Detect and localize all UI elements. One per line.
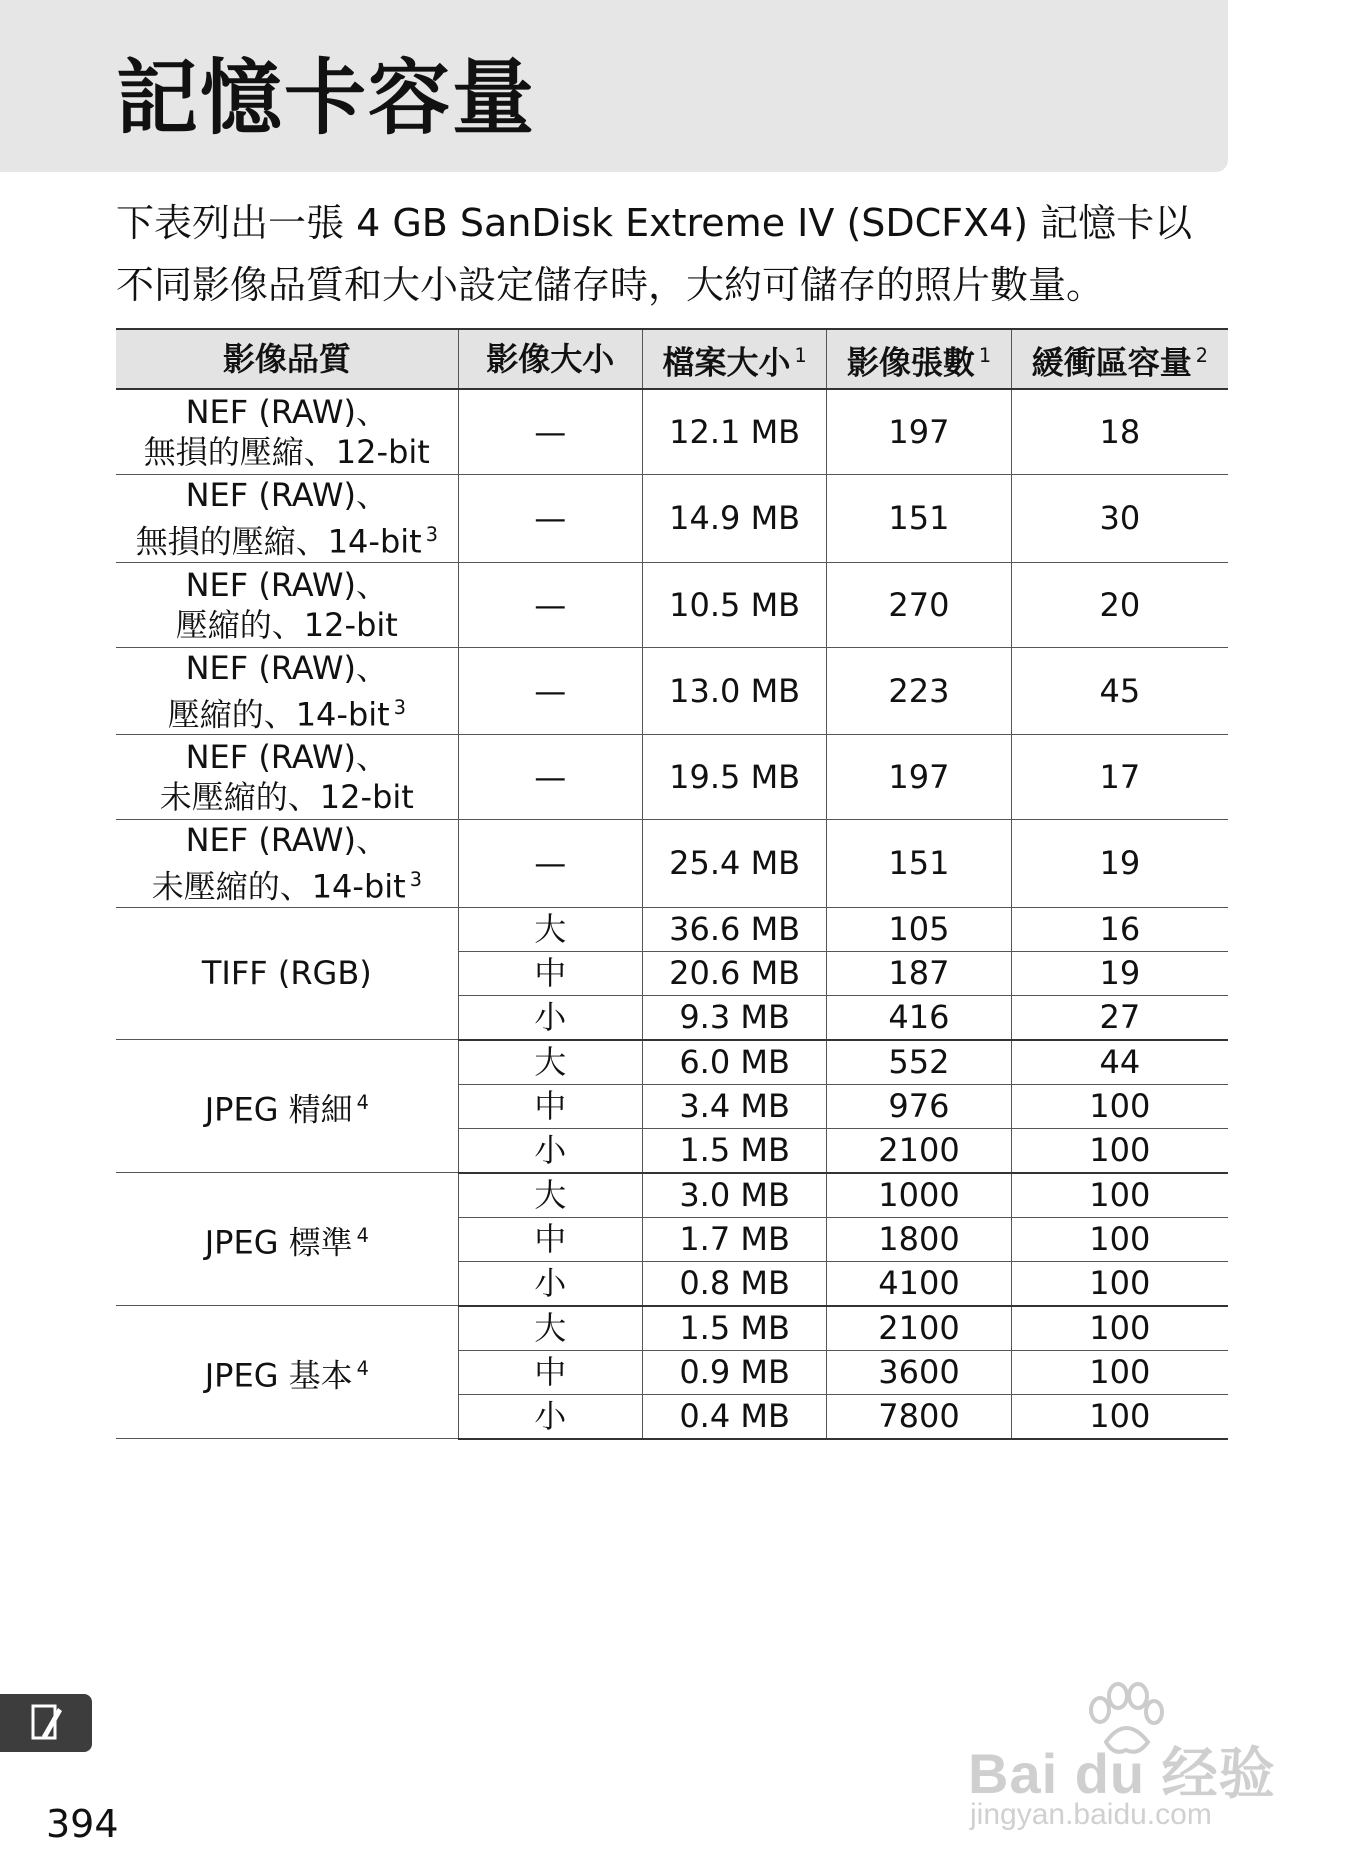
image-count-cell: 3600 — [827, 1350, 1011, 1394]
file-size-cell: 1.5 MB — [642, 1128, 826, 1173]
footnote-mark: 3 — [409, 868, 422, 892]
file-size-cell: 10.5 MB — [642, 562, 826, 647]
buffer-cell: 44 — [1011, 1040, 1228, 1085]
table-row — [116, 1306, 1228, 1351]
footnote-mark: 4 — [356, 1090, 369, 1114]
file-size-cell: 25.4 MB — [642, 820, 826, 908]
image-count-cell: 151 — [827, 820, 1011, 908]
buffer-cell: 30 — [1011, 475, 1228, 563]
table-header-row — [116, 329, 1228, 389]
file-size-cell: 1.7 MB — [642, 1217, 826, 1261]
image-count-cell: 976 — [827, 1084, 1011, 1128]
file-size-cell: 0.4 MB — [642, 1394, 826, 1439]
image-count-cell: 552 — [827, 1040, 1011, 1085]
table-row — [116, 735, 1228, 820]
buffer-cell: 45 — [1011, 647, 1228, 735]
image-count-cell: 197 — [827, 735, 1011, 820]
size-cell: 大 — [458, 907, 642, 951]
image-count-cell: 151 — [827, 475, 1011, 563]
quality-cell — [116, 820, 458, 908]
file-size-cell: 0.9 MB — [642, 1350, 826, 1394]
quality-line1: NEF (RAW)、 — [185, 565, 389, 604]
buffer-cell: 100 — [1011, 1261, 1228, 1306]
footnote-mark: 4 — [356, 1223, 369, 1247]
size-cell: 大 — [458, 1306, 642, 1351]
size-cell: 小 — [458, 995, 642, 1040]
watermark — [968, 1680, 1298, 1830]
buffer-cell: 16 — [1011, 907, 1228, 951]
size-cell: — — [458, 475, 642, 563]
note-pencil-icon — [30, 1702, 64, 1744]
quality-line1: NEF (RAW)、 — [185, 648, 389, 687]
watermark-url: jingyan.baidu.com — [970, 1798, 1212, 1831]
buffer-cell: 19 — [1011, 951, 1228, 995]
quality-cell — [116, 647, 458, 735]
table-row — [116, 389, 1228, 475]
header-size: 影像大小 — [458, 329, 642, 389]
file-size-cell: 19.5 MB — [642, 735, 826, 820]
quality-line2: 未壓縮的、12-bit — [159, 778, 414, 817]
file-size-cell: 6.0 MB — [642, 1040, 826, 1085]
image-count-cell: 105 — [827, 907, 1011, 951]
file-size-cell: 9.3 MB — [642, 995, 826, 1040]
image-count-cell: 2100 — [827, 1128, 1011, 1173]
file-size-cell: 20.6 MB — [642, 951, 826, 995]
image-count-cell: 197 — [827, 389, 1011, 475]
image-count-cell: 2100 — [827, 1306, 1011, 1351]
size-cell: — — [458, 562, 642, 647]
size-cell: 小 — [458, 1394, 642, 1439]
table-row — [116, 820, 1228, 908]
header-buffer: 緩衝區容量 $^2$ — [1011, 329, 1228, 389]
footnote-mark: 3 — [393, 695, 406, 719]
quality-line2: 無損的壓縮、14-bit $^3$ — [135, 522, 438, 561]
footnote-mark: 4 — [356, 1356, 369, 1380]
size-cell: — — [458, 389, 642, 475]
quality-line2: 無損的壓縮、12-bit — [143, 433, 430, 471]
capacity-table — [116, 328, 1228, 1440]
table-row — [116, 647, 1228, 735]
quality-line1: NEF (RAW)、 — [185, 393, 389, 431]
buffer-cell: 20 — [1011, 562, 1228, 647]
buffer-cell: 100 — [1011, 1306, 1228, 1351]
quality-cell: JPEG 基本 $^4$ — [116, 1306, 458, 1439]
size-cell: 小 — [458, 1261, 642, 1306]
buffer-cell: 17 — [1011, 735, 1228, 820]
buffer-cell: 18 — [1011, 389, 1228, 475]
header-quality: 影像品質 — [116, 329, 458, 389]
table-row — [116, 1040, 1228, 1085]
size-cell: 中 — [458, 1350, 642, 1394]
quality-line2: 壓縮的、12-bit — [175, 605, 398, 644]
size-cell: — — [458, 735, 642, 820]
quality-line2: 未壓縮的、14-bit $^3$ — [151, 867, 422, 906]
size-cell: 中 — [458, 1084, 642, 1128]
watermark-brand: Bai du 经验 — [968, 1742, 1276, 1805]
page-number: 394 — [46, 1802, 119, 1846]
buffer-cell: 100 — [1011, 1173, 1228, 1218]
quality-line1: NEF (RAW)、 — [185, 738, 389, 777]
file-size-cell: 14.9 MB — [642, 475, 826, 563]
quality-cell — [116, 389, 458, 475]
image-count-cell: 223 — [827, 647, 1011, 735]
title-band — [0, 0, 1228, 172]
file-size-cell: 1.5 MB — [642, 1306, 826, 1351]
side-tab — [0, 1694, 92, 1752]
table-row — [116, 475, 1228, 563]
size-cell: 中 — [458, 951, 642, 995]
size-cell: 中 — [458, 1217, 642, 1261]
header-image-count: 影像張數 $^1$ — [827, 329, 1011, 389]
buffer-cell: 27 — [1011, 995, 1228, 1040]
quality-line2: 壓縮的、14-bit $^3$ — [167, 695, 406, 734]
size-cell: — — [458, 820, 642, 908]
file-size-cell: 13.0 MB — [642, 647, 826, 735]
quality-cell — [116, 562, 458, 647]
image-count-cell: 7800 — [827, 1394, 1011, 1439]
quality-cell: JPEG 精細 $^4$ — [116, 1040, 458, 1173]
table-row — [116, 1173, 1228, 1218]
buffer-cell: 100 — [1011, 1217, 1228, 1261]
image-count-cell: 416 — [827, 995, 1011, 1040]
image-count-cell: 1000 — [827, 1173, 1011, 1218]
table-row — [116, 907, 1228, 951]
quality-cell — [116, 475, 458, 563]
file-size-cell: 3.0 MB — [642, 1173, 826, 1218]
buffer-cell: 100 — [1011, 1084, 1228, 1128]
quality-line1: NEF (RAW)、 — [185, 476, 389, 514]
buffer-cell: 19 — [1011, 820, 1228, 908]
buffer-cell: 100 — [1011, 1394, 1228, 1439]
header-file-size: 檔案大小 $^1$ — [642, 329, 826, 389]
file-size-cell: 36.6 MB — [642, 907, 826, 951]
table-row — [116, 562, 1228, 647]
quality-line1: NEF (RAW)、 — [185, 821, 389, 860]
size-cell: 大 — [458, 1173, 642, 1218]
size-cell: 大 — [458, 1040, 642, 1085]
quality-cell: JPEG 標準 $^4$ — [116, 1173, 458, 1306]
buffer-cell: 100 — [1011, 1128, 1228, 1173]
file-size-cell: 3.4 MB — [642, 1084, 826, 1128]
quality-cell — [116, 735, 458, 820]
image-count-cell: 270 — [827, 562, 1011, 647]
quality-cell: TIFF (RGB) — [116, 907, 458, 1040]
size-cell: — — [458, 647, 642, 735]
intro-paragraph: 下表列出一張 4 GB SanDisk Extreme IV (SDCFX4) 記憶卡以不同影像品質和大小設定儲存時，大約可儲存的照片數量。 — [116, 201, 1193, 307]
image-count-cell: 1800 — [827, 1217, 1011, 1261]
buffer-cell: 100 — [1011, 1350, 1228, 1394]
footnote-mark: 3 — [425, 523, 438, 546]
image-count-cell: 187 — [827, 951, 1011, 995]
image-count-cell: 4100 — [827, 1261, 1011, 1306]
file-size-cell: 0.8 MB — [642, 1261, 826, 1306]
page-title: 記憶卡容量 — [116, 51, 537, 146]
size-cell: 小 — [458, 1128, 642, 1173]
file-size-cell: 12.1 MB — [642, 389, 826, 475]
